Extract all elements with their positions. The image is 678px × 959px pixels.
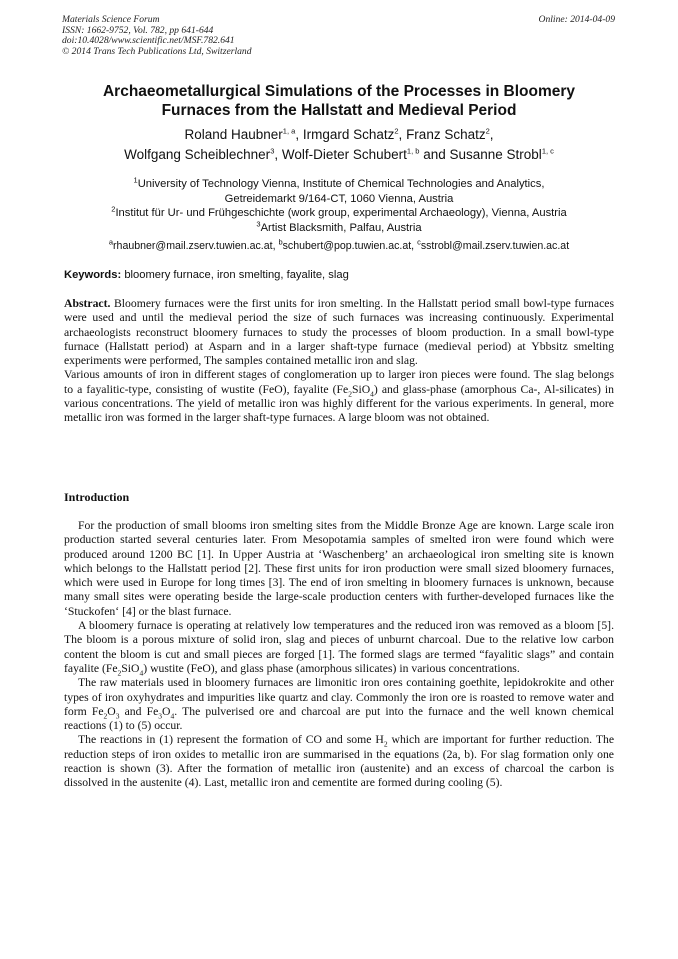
subscript: 3 (115, 711, 120, 721)
email-link[interactable]: schubert@pop.tuwien.ac.at (282, 240, 412, 252)
subscript: 4 (139, 668, 144, 678)
subscript: 2 (117, 668, 122, 678)
paper-title (40, 83, 638, 120)
subscript: 4 (370, 389, 374, 399)
intro-text: O (162, 704, 171, 718)
intro-text: which are important for further reduction. The reduction steps of iron oxides to metallic iron are summarised in the equations (2a, b). For slag formation only one reaction is shown (3). After the formation of metallic iron (austenite) and an excess of charcoal the carbon is dissolved in the austenite (4). Last, metallic iron and cementite are formed during cooling (5). (64, 733, 615, 790)
subscript: 2 (383, 739, 388, 749)
abstract-label: Abstract. (64, 297, 111, 310)
affiliation-1 (40, 177, 638, 192)
author-sup: 1, a (282, 126, 296, 136)
doi: doi:10.4028/www.scientific.net/MSF.782.641 (62, 35, 235, 47)
author-name: Wolf-Dieter Schubert (281, 146, 407, 162)
email-sup: b (278, 237, 283, 247)
email-sup: c (417, 237, 421, 247)
author-name: Irmgard Schatz (302, 127, 395, 142)
intro-paragraph (64, 676, 614, 733)
copyright: © 2014 Trans Tech Publications Ltd, Switzerland (62, 45, 252, 57)
intro-text: The reactions in (1) represent the formation of CO and some H (78, 733, 384, 747)
keywords-label: Keywords: (64, 269, 122, 281)
author-sup: 1, c (541, 146, 554, 155)
affiliation-num: 1 (133, 175, 138, 185)
subscript: 3 (158, 711, 163, 721)
email-link[interactable]: rhaubner@mail.zserv.tuwien.ac.at (113, 240, 273, 252)
journal-name: Materials Science Forum (62, 14, 160, 25)
intro-paragraph: For the production of small blooms iron smelting sites from the Middle Bronze Age are known. Large scale iron production started several centuries later. From Mesopotamia samples of smelted iron were found which were produced around 1200 BC [1]. In Upper Austria at ‘Waschenberg’ an archaeological iron smelting site is known which belongs to the Hallstatt period [2]. These first units for iron production were small sized bloomery furnaces, which were used in Europe for long times [3]. The end of iron smelting in bloomery furnaces is unknown, because many small sites were operating beside the large-scale production centers with further-developed furnaces like the ‘Stuckofen‘ [4] or the blast furnace. (64, 519, 614, 618)
title-line-1: Archaeometallurgical Simulations of the Processes in Bloomery (102, 83, 576, 100)
author-sup: 2 (394, 126, 399, 136)
abstract-text: Bloomery furnaces were the first units for iron smelting. In the Hallstatt period small bowl-type furnaces were used and until the medieval period the size of such furnaces was increasing continuously. Experimental archaeologists reconstruct bloomery furnaces to study the processes of bloom production. In a small bowl-type furnace (Hallstatt period) at Asparn and in a larger shaft-type furnace (medieval period) at Ybbsitz smelting experiments were performed, The samples contained metallic iron and slag. (64, 297, 615, 368)
subscript: 2 (103, 711, 108, 721)
author-line-2: Wolfgang Scheiblechner$^3$, Wolf-Dieter Schubert$^{1, b}$ and Susanne Strobl$^{1, c}$ (124, 146, 554, 162)
affiliation-num: 2 (111, 204, 116, 214)
title-line-2: Furnaces from the Hallstatt and Medieval Period (161, 101, 517, 119)
author-conjunction: and (423, 146, 446, 162)
abstract (64, 297, 614, 426)
keywords (64, 268, 624, 282)
journal-info (62, 15, 252, 57)
intro-text: The raw materials used in bloomery furnaces are limonitic iron ores containing goethite, lepidokrokite and other types of iron oxyhydrates and impurities like quartz and clay. Commonly the iron ore is roasted to remove water and form Fe (64, 676, 614, 718)
intro-text: A bloomery furnace is operating at relatively low temperatures and the reduced iron was removed as a bloom [5]. The bloom is a porous mixture of solid iron, slag and pieces of unburnt charcoal. Due to the relative low carbon content the bloom is cut and small pieces are forged [1]. The formed slags are termed “fayalitic slags” and contain fayalite (Fe (64, 619, 614, 675)
abstract-text: Various amounts of iron in different stages of conglomeration up to larger iron pieces were found. The slag belongs to a fayalitic-type, consisting of wustite (FeO), fayalite (Fe (64, 368, 614, 396)
affiliation-text: Institut für Ur- und Frühgeschichte (work group, experimental Archaeology), Vienna, Austria (115, 207, 567, 219)
author-name: Franz Schatz (406, 127, 486, 142)
email-sup: a (108, 237, 114, 247)
introduction (64, 519, 614, 791)
affiliations (40, 177, 638, 235)
abstract-paragraph (64, 297, 614, 368)
author-list (30, 125, 648, 164)
abstract-text: SiO (351, 382, 371, 396)
intro-text: . The pulverised ore and charcoal are put into the furnace and the well known chemical reactions (1) to (5) occur. (64, 704, 615, 733)
affiliation-3 (40, 218, 638, 236)
author-sup: 3 (270, 146, 275, 155)
subscript: 2 (348, 389, 352, 399)
author-sup: 1, b (406, 146, 420, 155)
affiliation-2 (40, 206, 638, 221)
author-line-1: Roland Haubner$^{1, a}$, Irmgard Schatz$^2$, Franz Schatz$^2$, (184, 126, 494, 142)
section-heading: Introduction (64, 490, 130, 504)
author-sup: 2 (485, 126, 490, 136)
affiliation-text: Artist Blacksmith, Palfau, Austria (260, 221, 422, 234)
intro-paragraph (64, 619, 614, 676)
keywords-text: bloomery furnace, iron smelting, fayalite, slag (124, 269, 349, 281)
email-link[interactable]: sstrobl@mail.zserv.tuwien.ac.at (420, 240, 570, 252)
affiliation-1-address: Getreidemarkt 9/164-CT, 1060 Vienna, Austria (224, 192, 454, 205)
intro-text: SiO (121, 661, 140, 675)
issn: ISSN: 1662-9752, Vol. 782, pp 641-644 (62, 24, 214, 36)
affiliation-num: 3 (256, 218, 261, 228)
author-emails: $^a$rhaubner@mail.zserv.tuwien.ac.at, $^b$schubert@pop.tuwien.ac.at, $^c$sstrobl@mail.zserv.tuwien.ac.at (108, 237, 570, 252)
abstract-text: ) and glass-phase (amorphous Ca-, Al-silicates) in various concentrations. The yield of metallic iron was highly different for the various experiments. In general, more metallic iron was formed in the larger shaft-type furnaces. A large bloom was not obtained. (64, 382, 614, 425)
subscript: 4 (170, 711, 175, 721)
author-name: Roland Haubner (184, 127, 283, 142)
author-name: Wolfgang Scheiblechner (124, 146, 271, 162)
intro-text: and Fe (119, 704, 159, 718)
abstract-paragraph (64, 368, 614, 425)
intro-paragraph (64, 733, 614, 790)
affiliation-text: University of Technology Vienna, Institute of Chemical Technologies and Analytics, (137, 178, 545, 190)
intro-text: ) wustite (FeO), and glass phase (amorphous silicates) in various concentrations. (143, 661, 520, 675)
online-date: Online: 2014-04-09 (538, 14, 615, 25)
author-name: Susanne Strobl (449, 146, 542, 162)
intro-text: O (107, 704, 116, 718)
